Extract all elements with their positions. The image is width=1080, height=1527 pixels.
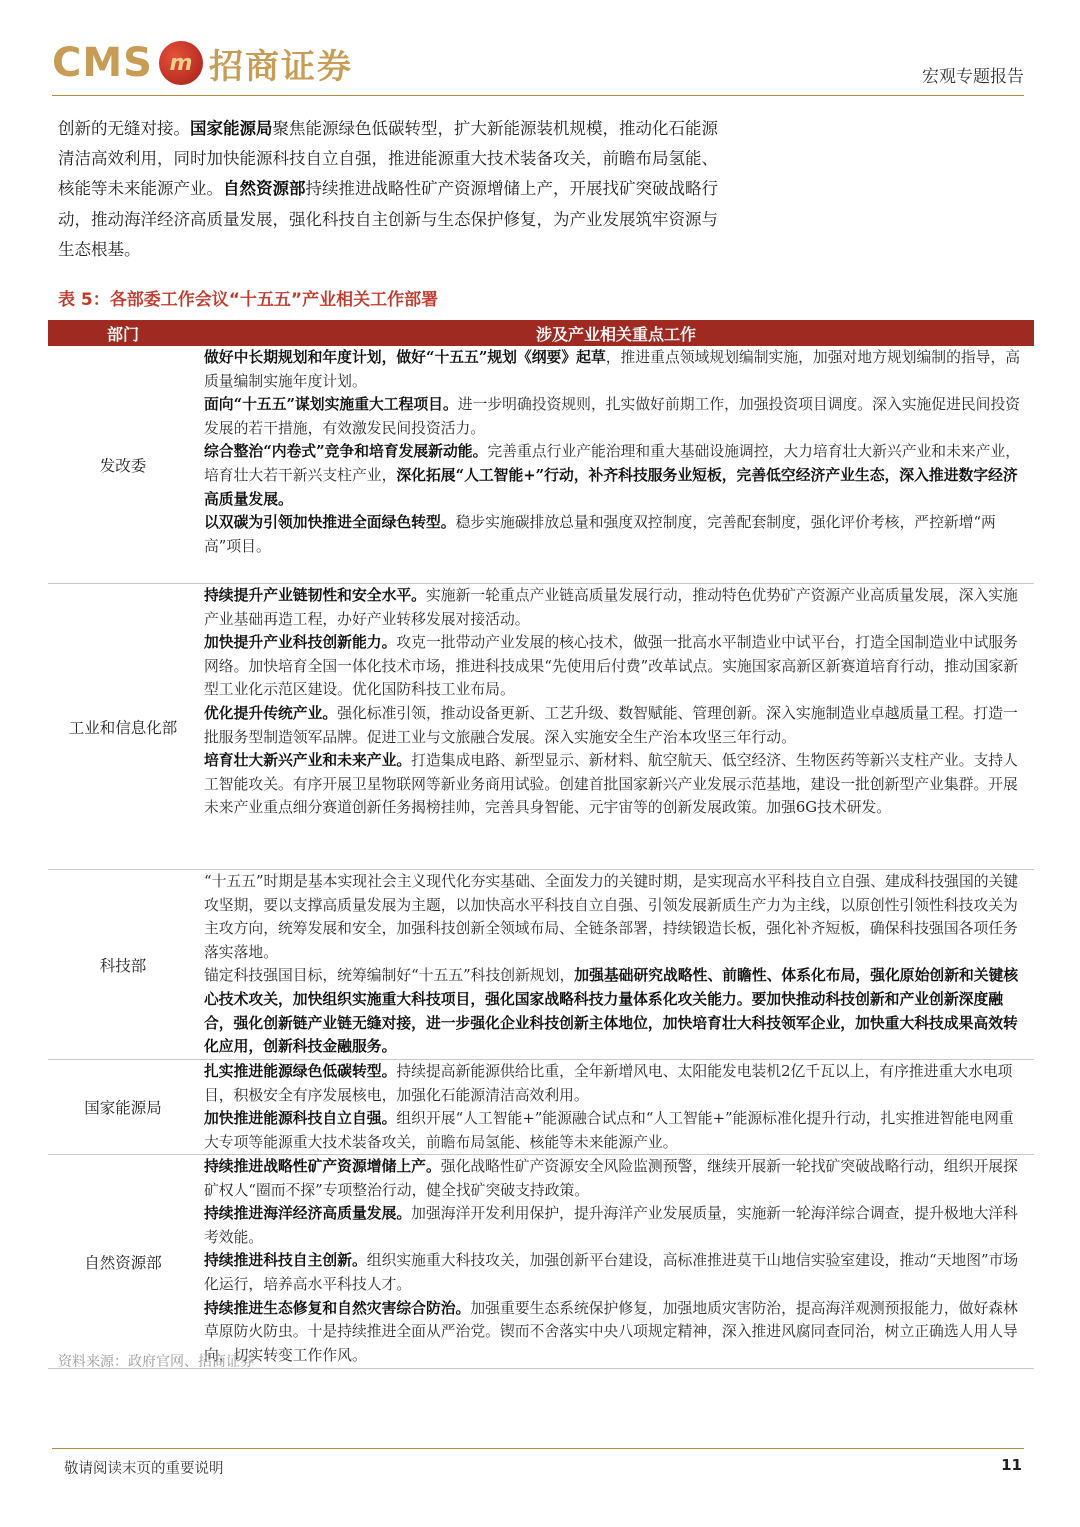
- cms-logo: [52, 40, 353, 86]
- column-header-work: 涉及产业相关重点工作: [535, 324, 696, 344]
- work-cell: [198, 584, 1034, 869]
- work-text: 打造集成电路、新型显示、新材料、航空航天、低空经济、生物医药等新兴支柱产业。支持人工智能攻关。有序开展卫星物联网等新业务商用试验。创建首批国家新兴产业发展示范基地，建设一批创新型产业集群。开展未来产业重点细分赛道创新任务揭榜挂帅，完善具身智能、元宇宙等的创新发展政策。加强6G技术研发。: [204, 752, 1018, 817]
- intro-emphasis: 自然资源部: [223, 179, 306, 199]
- table-body: [48, 346, 1034, 1369]
- intro-paragraph: [58, 114, 722, 265]
- report-type-label: 宏观专题报告: [922, 67, 1024, 87]
- source-note: 资料来源：政府官网、招商证券: [58, 1354, 254, 1370]
- work-text: 实施新一轮重点产业链高质量发展行动，推动特色优势矿产资源产业高质量发展，深入实施产业基础再造工程，办好产业转移发展对接活动。: [204, 587, 1018, 628]
- dept-cell: 科技部: [99, 956, 147, 975]
- work-text: 完善重点行业产能治理和重大基础设施调控，大力培育壮大新兴产业和未来产业，培育壮大若干新兴支柱产业，: [204, 443, 1021, 484]
- work-emphasis: 扎实推进能源绿色低碳转型。: [204, 1063, 397, 1080]
- work-emphasis: 面向“十五五”谋划实施重大工程项目。: [204, 396, 458, 414]
- work-cell: [198, 1155, 1034, 1368]
- work-emphasis: 持续推进科技自主创新。: [204, 1252, 367, 1270]
- intro-emphasis: 国家能源局: [190, 119, 273, 138]
- work-emphasis: 培育壮大新兴产业和未来产业。: [204, 752, 412, 770]
- footer-divider: [52, 1448, 1024, 1449]
- work-emphasis: 综合整治“内卷式”竞争和培育发展新动能。: [204, 443, 488, 461]
- intro-text: 创新的无缝对接。: [58, 119, 190, 138]
- work-emphasis: 优化提升传统产业。: [204, 704, 338, 722]
- page-number: 11: [1001, 1456, 1022, 1474]
- work-cell: [198, 346, 1034, 583]
- work-emphasis: 深化拓展“人工智能+”行动，补齐科技服务业短板，完善低空经济产业生态，深入推进数字经济高质量发展。: [204, 466, 1018, 508]
- work-text: 强化战略性矿产资源安全风险监测预警，继续开展新一轮找矿突破战略行动，组织开展探矿权人“圈而不探”专项整治行动，健全找矿突破支持政策。: [204, 1158, 1018, 1199]
- table-title: 表 5：各部委工作会议“十五五”产业相关工作部署: [58, 290, 439, 310]
- work-text: 加强海洋开发利用保护，提升海洋产业发展质量，实施新一轮海洋综合调查，提升极地大洋科考效能。: [204, 1205, 1018, 1246]
- intro-text: 聚焦能源绿色低碳转型，扩大新能源装机规模，推动化石能源清洁高效利用，同时加快能源科技自立自强，推进能源重大技术装备攻关，前瞻布局氢能、核能等未来能源产业。: [58, 119, 718, 199]
- work-emphasis: 持续推进海洋经济高质量发展。: [204, 1205, 412, 1223]
- work-text: 攻克一批带动产业发展的核心技术，做强一批高水平制造业中试平台，打造全国制造业中试服务网络。加快培育全国一体化技术市场，推进科技成果“先使用后付费”改革试点。实施国家高新区新赛道培育行动，推动国家新型工业化示范区建设。优化国防科技工业布局。: [204, 634, 1019, 699]
- table-row: [48, 1060, 1034, 1155]
- work-text: 稳步实施碳排放总量和强度双控制度，完善配套制度，强化评价考核，严控新增“两高”项目。: [204, 514, 996, 555]
- work-emphasis: 加快提升产业科技创新能力。: [204, 634, 397, 652]
- table-header-row: [48, 320, 1034, 346]
- work-text: “十五五”时期是基本实现社会主义现代化夯实基础、全面发力的关键时期，是实现高水平科技自立自强、建成科技强国的关键攻坚期，要以支撑高质量发展为主题，以加快高水平科技自立自强、引领发展新质生产力为主线，以原创性引领性科技攻关为主攻方向，统筹发展和安全，加强科技创新全领域布局、全链条部署，持续锻造长板，强化补齐短板，确保科技强国各项任务落实落地。: [204, 873, 1019, 961]
- work-emphasis: 以双碳为引领加快推进全面绿色转型。: [204, 514, 456, 532]
- work-emphasis: 持续推进生态修复和自然灾害综合防治。: [204, 1299, 471, 1317]
- header-divider: [52, 95, 1024, 96]
- work-emphasis: 持续推进战略性矿产资源增储上产。: [204, 1158, 441, 1175]
- table-row: [48, 870, 1034, 1060]
- work-text: ，推进重点领域规划编制实施，加强对地方规划编制的指导，高质量编制实施年度计划。: [204, 349, 1021, 390]
- dept-cell: 工业和信息化部: [68, 718, 178, 737]
- deployment-table: [48, 320, 1034, 1369]
- page-header: [0, 0, 1080, 100]
- work-emphasis: 持续提升产业链韧性和安全水平。: [204, 587, 426, 604]
- logo-latin-text: CMS: [52, 40, 153, 86]
- intro-text: 持续推进战略性矿产资源增储上产，开展找矿突破战略行动，推动海洋经济高质量发展，强化科技自主创新与生态保护修复，为产业发展筑牢资源与生态根基。: [58, 179, 718, 259]
- work-text: 强化标准引领，推动设备更新、工艺升级、数智赋能、管理创新。深入实施制造业卓越质量工程。打造一批服务型制造领军品牌。促进工业与文旅融合发展。深入实施安全生产治本攻坚三年行动。: [204, 704, 1018, 746]
- work-emphasis: 加强基础研究战略性、前瞻性、体系化布局，强化原始创新和关键核心技术攻关，加快组织实施重大科技项目，强化国家战略科技力量体系化攻关能力。要加快推动科技创新和产业创新深度融合，强化创新链产业链无缝对接，进一步强化企业科技创新主体地位，加快培育壮大科技领军企业，加快重大科技成果高效转化应用，创新科技金融服务。: [204, 967, 1019, 1056]
- work-text: 进一步明确投资规则，扎实做好前期工作，加强投资项目调度。深入实施促进民间投资发展的若干措施，有效激发民间投资活力。: [204, 396, 1021, 437]
- table-row: [48, 584, 1034, 870]
- work-text: 加强重要生态系统保护修复，加强地质灾害防治，提高海洋观测预报能力，做好森林草原防火防虫。十是持续推进全面从严治党。锲而不舍落实中央八项规定精神，深入推进风腐同查同治，树立正确选人用人导向，切实转变工作作风。: [204, 1299, 1018, 1364]
- disclaimer-note: 敬请阅读末页的重要说明: [64, 1461, 224, 1477]
- logo-chinese-text: 招商证券: [208, 46, 353, 87]
- work-text: 组织实施重大科技攻关，加强创新平台建设，高标准推进莫干山地信实验室建设，推动“天地图”市场化运行，培养高水平科技人才。: [204, 1252, 1019, 1293]
- table-row: [48, 346, 1034, 584]
- work-emphasis: 加快推进能源科技自立自强。: [204, 1110, 397, 1128]
- logo-emblem-icon: m: [159, 41, 203, 85]
- work-cell: [198, 870, 1034, 1059]
- dept-cell: 国家能源局: [84, 1099, 162, 1117]
- dept-cell: 发改委: [99, 456, 147, 475]
- work-cell: [198, 1060, 1034, 1154]
- work-text: 持续提高新能源供给比重，全年新增风电、太阳能发电装机2亿千瓦以上，有序推进重大水电项目，积极安全有序发展核电，加强化石能源清洁高效利用。: [204, 1063, 1013, 1104]
- column-header-dept: 部门: [106, 324, 139, 344]
- work-emphasis: 做好中长期规划和年度计划，做好“十五五”规划《纲要》起草: [204, 349, 606, 366]
- table-row: [48, 1155, 1034, 1369]
- dept-cell: 自然资源部: [84, 1253, 162, 1272]
- work-text: 组织开展“人工智能+”能源融合试点和“人工智能+”能源标准化提升行动，扎实推进智能电网重大专项等能源重大技术装备攻关，前瞻布局氢能、核能等未来能源产业。: [204, 1110, 1014, 1151]
- work-text: 锚定科技强国目标，统筹编制好“十五五”科技创新规划，: [204, 967, 575, 985]
